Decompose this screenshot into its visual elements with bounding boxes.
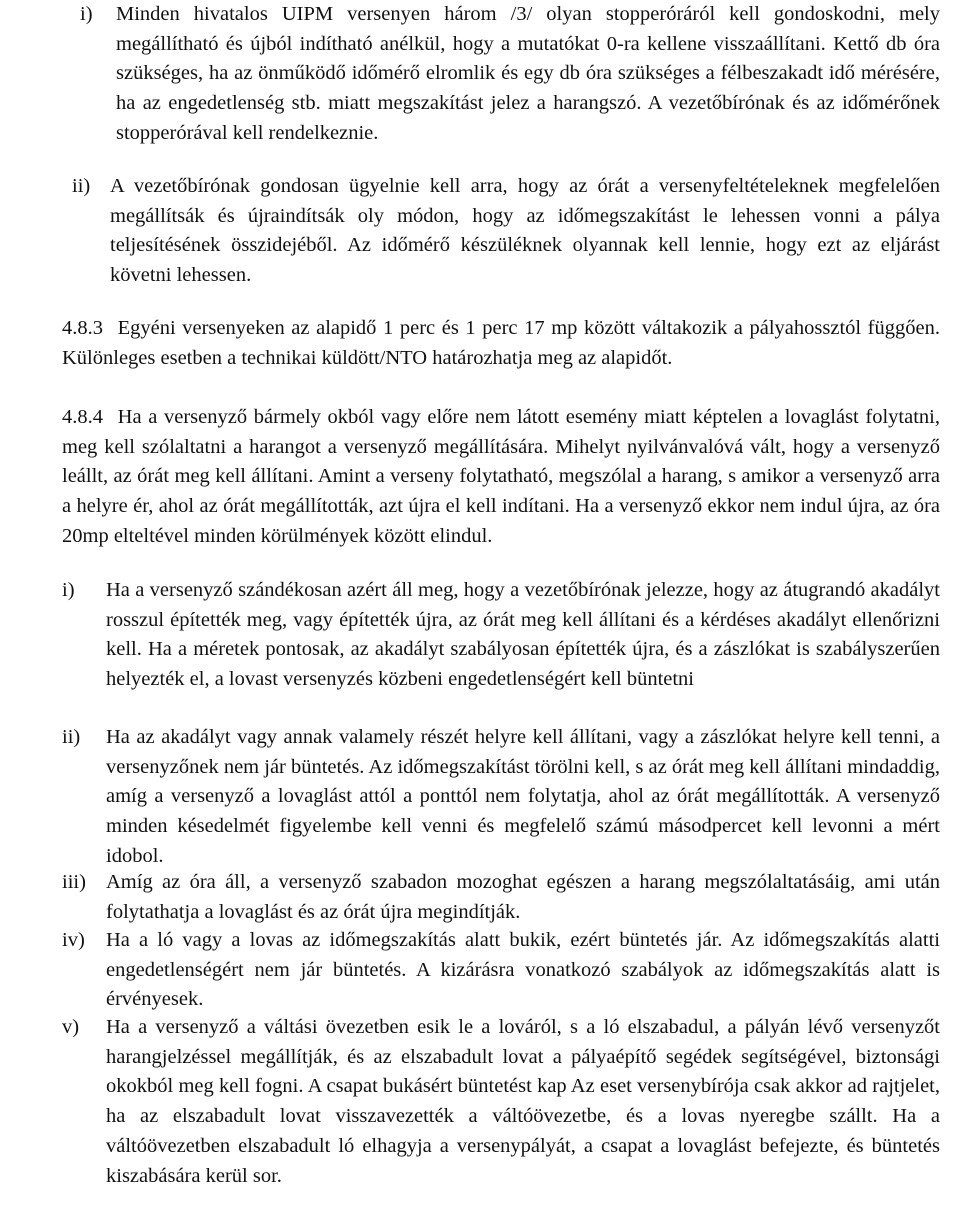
list-item-text: Ha a ló vagy a lovas az időmegszakítás alatt bukik, ezért büntetés jár. Az időmegszakítás alatti engedetlenségért nem jár büntetés. A kizárásra vonatkozó szabályok az időmegszakítás alatt is érvényesek. [106,929,940,1011]
list-item-text: A vezetőbírónak gondosan ügyelnie kell arra, hogy az órát a versenyfeltételeknek megfelelően megállítsák és újraindítsák oly módon, hogy az időmegszakítást le lehessen vonni a pálya teljesítésének összidejéből. Az időmérő készüléknek olyannak kell lennie, hogy ezt az eljárást követni lehessen. [110,175,940,287]
list-item [80,0,940,149]
list-item [72,172,940,291]
list-item-text: Amíg az óra áll, a versenyző szabadon mozoghat egészen a harang megszólaltatásáig, ami után folytathatja a lovaglást és az órát újra megindítják. [106,871,940,923]
section-4-8-3 [62,314,940,373]
list-marker: ii) [62,726,81,748]
list-item [62,723,940,872]
list-item [62,576,940,695]
section-text: Egyéni versenyeken az alapidő 1 perc és 1 perc 17 mp között váltakozik a pályahossztól függően. Különleges esetben a technikai küldött/NTO határozhatja meg az alapidőt. [62,317,940,369]
section-text: Ha a versenyző bármely okból vagy előre nem látott esemény miatt képtelen a lovaglást folytatni, meg kell szólaltatni a harangot a versenyző megállítására. Mihelyt nyilvánvalóvá vált, hogy a versenyző leállt, az órát meg kell állítani. Amint a verseny folytatható, megszólal a harang, s amikor a versenyző arra a helyre ér, ahol az órát megállították, azt újra el kell indítani. Ha a versenyző ekkor nem indul újra, az óra 20mp elteltével minden körülmények között elindul. [62,406,940,547]
list-item [62,1013,940,1191]
section-number: 4.8.3 [62,317,103,339]
list-marker: i) [80,3,93,25]
section-4-8-4 [62,403,940,552]
list-item [62,926,940,1015]
list-item-text: Ha az akadályt vagy annak valamely részét helyre kell állítani, vagy a zászlókat helyre kell tenni, a versenyzőnek nem jár büntetés. Az időmegszakítást törölni kell, s az órát meg kell állítani mindaddig, amíg a versenyző a lovaglást attól a ponttól nem folytatja, ahol az órát megállították. A versenyző minden késedelmét figyelembe kell venni és megfelelő számú másodpercet kell levonni a mért idobol. [106,726,941,867]
list-marker: i) [62,579,75,601]
section-number: 4.8.4 [62,406,103,428]
list-marker: ii) [72,175,91,197]
list-item [62,868,940,927]
list-item-text: Minden hivatalos UIPM versenyen három /3/ olyan stopperóráról kell gondoskodni, mely megállítható és újból indítható anélkül, hogy a mutatókat 0-ra kellene visszaállítani. Kettő db óra szükséges, ha az önműködő időmérő elromlik és egy db óra szükséges a félbeszakadt idő mérésére, ha az engedetlenség stb. miatt megszakítást jelez a harangszó. A vezetőbírónak és az időmérőnek stopperórával kell rendelkeznie. [116,3,940,144]
list-marker: v) [62,1016,80,1038]
list-item-text: Ha a versenyző a váltási övezetben esik le a lováról, s a ló elszabadul, a pályán lévő versenyzőt harangjelzéssel megállítják, és az elszabadult lovat a pályaépítő segédek segítségével, biztonsági okokból meg kell fogni. A csapat bukásért büntetést kap Az eset versenybírója csak akkor ad rajtjelet, ha az elszabadult lovat visszavezették a váltóövezetbe, és a lovas nyeregbe szállt. Ha a váltóövezetben elszabadult ló elhagyja a versenypályát, a csapat a lovaglást befejezte, és büntetés kiszabására kerül sor. [106,1016,940,1187]
list-marker: iv) [62,929,85,951]
list-item-text: Ha a versenyző szándékosan azért áll meg, hogy a vezetőbírónak jelezze, hogy az átugrandó akadályt rosszul építették meg, vagy építették újra, az órát meg kell állítani és a kérdéses akadályt ellenőrizni kell. Ha a méretek pontosak, az akadályt szabályosan építették újra, és a zászlókat is szabályszerűen helyezték el, a lovast versenyzés közbeni engedetlenségért kell büntetni [106,579,940,691]
list-marker: iii) [62,871,86,893]
